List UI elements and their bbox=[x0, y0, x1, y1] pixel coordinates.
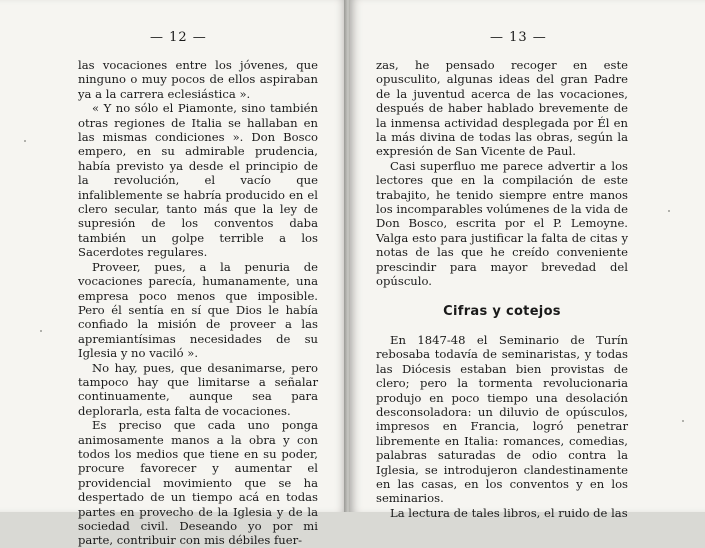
section-heading: Cifras y cotejos bbox=[443, 303, 561, 319]
paragraph: zas, he pensado recoger en este opusculito, algunas ideas del gran Padre de la juventud acerca de las vocaciones, después de haber hablado brevemente de la inmensa actividad desplegada por Él en la más divina de todas las obras, según la expresión de San Vicente de Paul. bbox=[376, 58, 628, 159]
page-number-left: — 12 — bbox=[150, 30, 207, 45]
paper-speck bbox=[40, 330, 42, 332]
paper-speck bbox=[682, 420, 684, 422]
paragraph: En 1847-48 el Seminario de Turín rebosaba todavía de seminaristas, y todas las Diócesis estaban bien provistas de clero; pero la tormenta revolucionaria produjo en poco tiempo una desolación desconsoladora: un diluvio de opúsculos, impresos en Francia, logró penetrar libremente en Italia: romances, comedias, palabras saturadas de odio contra la Iglesia, se introdujeron clandestinamente en las casas, en los conventos y en los seminarios. bbox=[376, 332, 628, 506]
paragraph: « Y no sólo el Piamonte, sino también otras regiones de Italia se hallaban en las mismas condiciones ». Don Bosco empero, en su admirable prudencia, había previsto ya desde el principio de la revolución, el vacío que infaliblemente se habría producido en el clero secular, tanto más que la ley de supresión de los conventos daba también un golpe terrible a los Sacerdotes regulares. bbox=[78, 101, 318, 260]
paragraph: La lectura de tales libros, el ruido de las bbox=[390, 505, 628, 520]
paper-speck bbox=[24, 140, 26, 142]
left-page-body bbox=[78, 58, 318, 548]
page-number-right: — 13 — bbox=[490, 30, 547, 45]
paragraph: las vocaciones entre los jóvenes, que ninguno o muy pocos de ellos aspiraban ya a la carrera eclesiástica ». bbox=[78, 58, 318, 101]
paragraph: No hay, pues, que desanimarse, pero tampoco hay que limitarse a señalar continuamente, aunque sea para deplorarla, esta falta de vocaciones. bbox=[78, 360, 318, 418]
paper-speck bbox=[668, 210, 670, 212]
paragraph: Es preciso que cada uno ponga animosamente manos a la obra y con todos los medios que tiene en su poder, procure favorecer y aumentar el providencial movimiento que se ha despertado de un tiempo acá en todas partes en provecho de la Iglesia y de la sociedad civil. Deseando yo por mi parte, contribuir con mis débiles fuer- bbox=[78, 418, 318, 548]
right-page-body bbox=[376, 58, 628, 520]
paragraph: Casi superfluo me parece advertir a los lectores que en la compilación de este trabajito, he tenido siempre entre manos los incomparables volúmenes de la vida de Don Bosco, escrita por el P. Lemoyne. Valga esto para justificar la falta de citas y notas de las que he creído conveniente prescindir para mayor brevedad del opúsculo. bbox=[376, 158, 628, 289]
paragraph: Proveer, pues, a la penuria de vocaciones parecía, humanamente, una empresa poco menos que imposible. Pero él sentía en sí que Dios le había confiado la misión de proveer a las apremiantísimas necesidades de su Iglesia y no vaciló ». bbox=[78, 259, 318, 361]
